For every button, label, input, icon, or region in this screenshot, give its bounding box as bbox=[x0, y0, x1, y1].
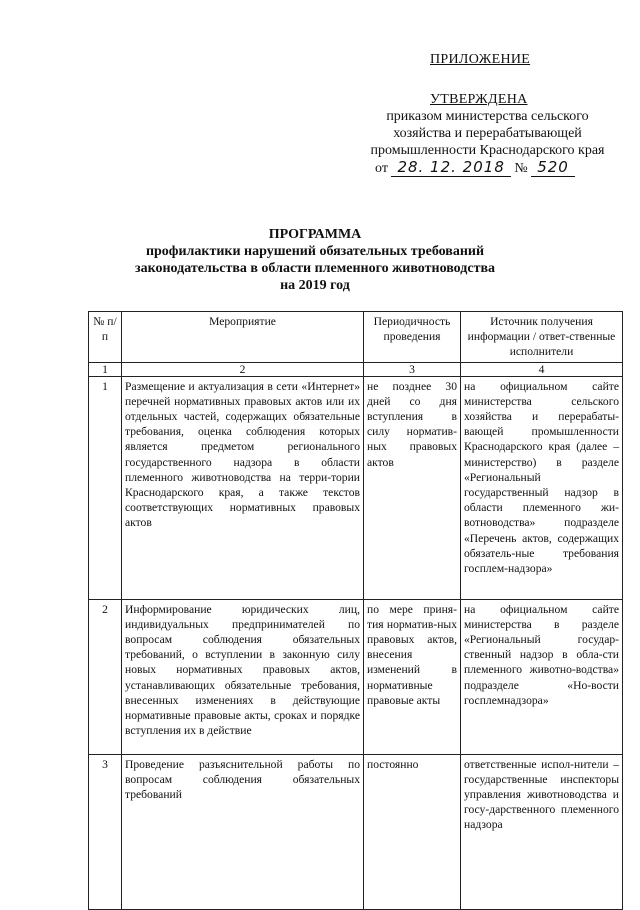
row-event: Размещение и актуализация в сети «Интернет» перечней нормативных правовых актов или их отдельных частей, содержащих обязательные требования, оценка соблюдения которых является предметом регионального государственного надзора в области племенного животноводства на терри-тории Краснодарского края, а также текстов соответствующих нормативных правовых актов bbox=[122, 376, 364, 599]
row-period: не позднее 30 дней со дня вступления в силу норматив-ных правовых актов bbox=[364, 376, 461, 599]
header-number: № п/п bbox=[89, 312, 122, 363]
order-date: 28. 12. 2018 bbox=[391, 158, 510, 177]
column-index: 2 bbox=[122, 362, 364, 376]
program-table bbox=[88, 311, 623, 910]
header-period: Периодичность проведения bbox=[364, 312, 461, 363]
row-source: ответственные испол-нители – государственные инспекторы управления животноводства и госу-дарственного племенного надзора bbox=[461, 754, 623, 909]
title-line-1: ПРОГРАММА bbox=[268, 227, 362, 242]
order-number: 520 bbox=[531, 158, 575, 177]
table-header-row bbox=[89, 312, 623, 363]
order-line-2: хозяйства и перерабатывающей bbox=[393, 126, 582, 141]
row-event: Проведение разъяснительной работы по вопросам соблюдения обязательных требований bbox=[122, 754, 364, 909]
column-number-row bbox=[89, 362, 623, 376]
column-index: 4 bbox=[461, 362, 623, 376]
row-number: 3 bbox=[89, 754, 122, 909]
row-source: на официальном сайте министерства в разделе «Региональный государ-ственный надзор в обла-сти племенного животно-водства» подразделе «Но-вости госплемнадзора» bbox=[461, 599, 623, 754]
title-line-3: законодательства в области племенного животноводства bbox=[134, 261, 496, 276]
row-number: 2 bbox=[89, 599, 122, 754]
order-date-line bbox=[375, 158, 575, 177]
document-title bbox=[100, 226, 530, 294]
order-line-3: промышленности Краснодарского края bbox=[370, 143, 605, 158]
header-source: Источник получения информации / ответ-ственные исполнители bbox=[461, 312, 623, 363]
title-line-2: профилактики нарушений обязательных требований bbox=[145, 244, 485, 259]
table-row bbox=[89, 754, 623, 909]
table-row bbox=[89, 376, 623, 599]
row-event: Информирование юридических лиц, индивидуальных предпринимателей по вопросам соблюдения обязательных требований, о вступлении в законную силу новых нормативных правовых актов, устанавливающих обязательные требования, внесенных изменениях в действующие нормативные правовые акты, сроках и порядке вступления их в действие bbox=[122, 599, 364, 754]
row-period: постоянно bbox=[364, 754, 461, 909]
from-word: от bbox=[375, 161, 388, 176]
title-line-4: на 2019 год bbox=[280, 278, 350, 293]
row-source: на официальном сайте министерства сельского хозяйства и перерабаты-вающей промышленности Краснодарского края (далее – министерство) в разделе «Региональный государственный надзор в области племенного жи-вотноводства» подразделе «Перечень актов, содержащих обязатель-ные требования госплем-надзора» bbox=[461, 376, 623, 599]
appendix-label: ПРИЛОЖЕНИЕ bbox=[430, 52, 531, 67]
column-index: 1 bbox=[89, 362, 122, 376]
approved-label: УТВЕРЖДЕНА bbox=[430, 92, 528, 107]
row-number: 1 bbox=[89, 376, 122, 599]
number-sign: № bbox=[514, 161, 528, 176]
table-row bbox=[89, 599, 623, 754]
order-reference bbox=[355, 108, 620, 159]
header-event: Мероприятие bbox=[122, 312, 364, 363]
row-period: по мере приня-тия норматив-ных правовых актов, внесения изменений в нормативные правовые акты bbox=[364, 599, 461, 754]
order-line-1: приказом министерства сельского bbox=[386, 109, 589, 124]
column-index: 3 bbox=[364, 362, 461, 376]
